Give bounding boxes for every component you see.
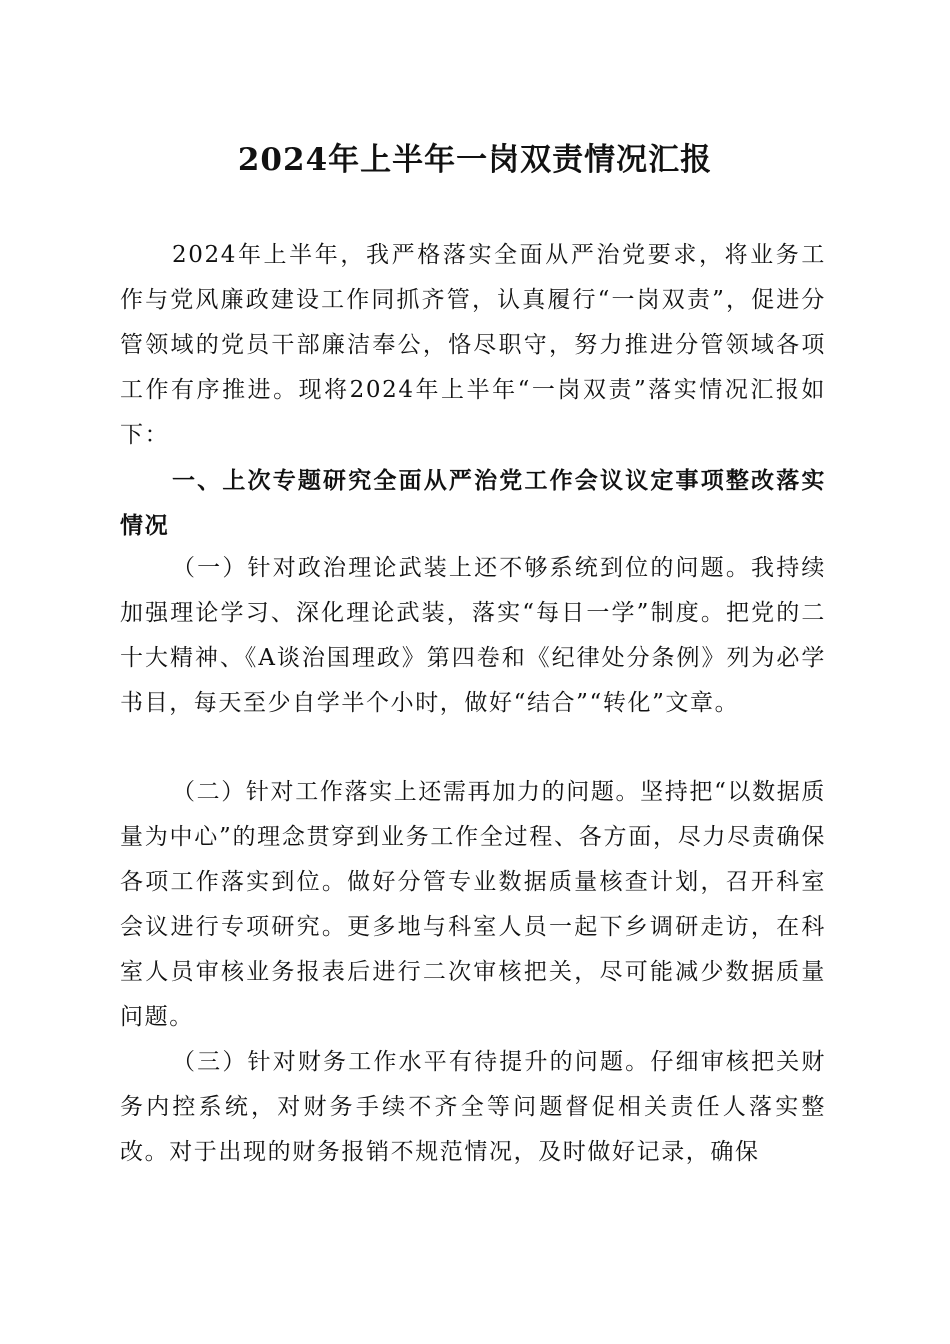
- item-lead: （三）针对财务工作水平有待提升的问题。: [172, 1049, 651, 1075]
- item-paragraph-2: [120, 770, 826, 1040]
- item-text: 我持续加强理论学习、深化理论武装，落实“每日一学”制度。把党的二十大精神、《A谈治国理政》第四卷和《纪律处分条例》列为必学书目，每天至少自学半个小时，做好“结合”“转化”文章。: [120, 555, 826, 716]
- item-lead: （一）针对政治理论武装上还不够系统到位的问题。: [172, 555, 752, 581]
- intro-paragraph: 2024年上半年，我严格落实全面从严治党要求，将业务工作与党风廉政建设工作同抓齐管，认真履行“一岗双责”，促进分管领域的党员干部廉洁奉公，恪尽职守，努力推进分管领域各项工作有序推进。现将2024年上半年“一岗双责”落实情况汇报如下：: [120, 242, 826, 448]
- item-text: 坚持把“以数据质量为中心”的理念贯穿到业务工作全过程、各方面，尽力尽责确保各项工作落实到位。做好分管专业数据质量核查计划，召开科室会议进行专项研究。更多地与科室人员一起下乡调研走访，在科室人员审核业务报表后进行二次审核把关，尽可能减少数据质量问题。: [120, 779, 826, 1030]
- item-paragraph-1: [120, 546, 826, 726]
- document-title: 2024年上半年一岗双责情况汇报: [237, 142, 713, 178]
- item-text: 仔细审核把关财务内控系统，对财务手续不齐全等问题督促相关责任人落实整改。对于出现的财务报销不规范情况，及时做好记录，确保: [120, 1049, 826, 1165]
- section-heading: 一、上次专题研究全面从严治党工作会议议定事项整改落实情况: [120, 467, 826, 539]
- item-lead: （二）针对工作落实上还需再加力的问题。: [172, 779, 641, 805]
- item-paragraph-3: [120, 1040, 826, 1175]
